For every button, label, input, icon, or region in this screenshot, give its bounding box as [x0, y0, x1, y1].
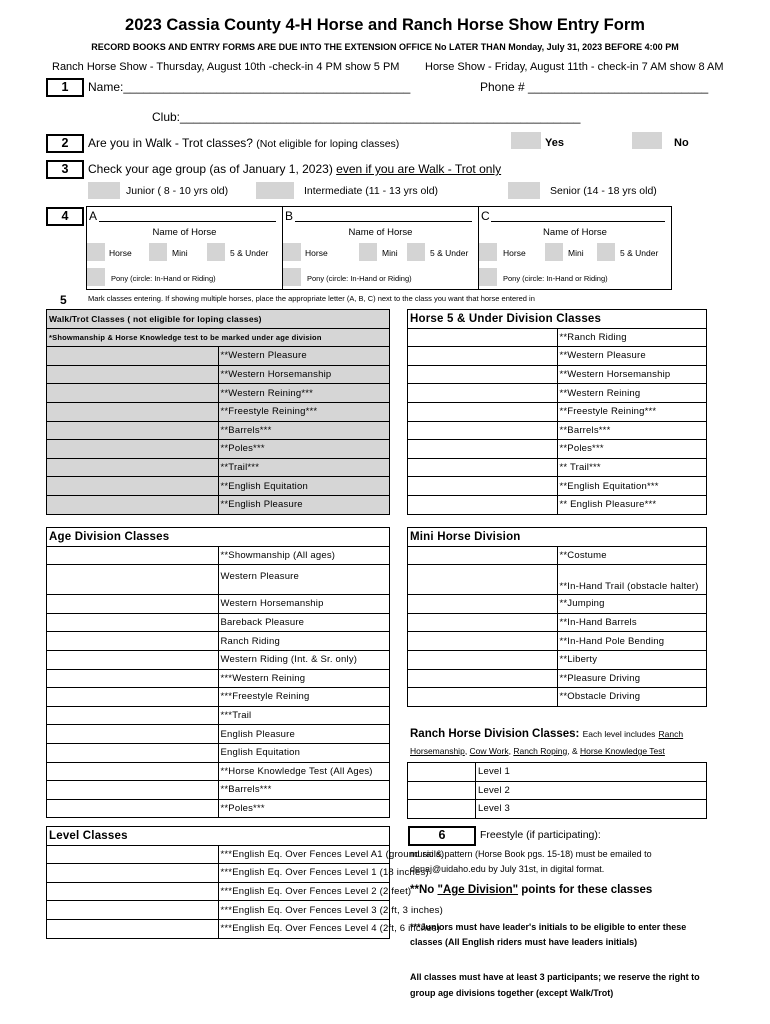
- class-entry-cell[interactable]: [408, 365, 558, 384]
- class-name: **Western Reining***: [218, 384, 390, 403]
- class-row: [408, 565, 707, 595]
- class-entry-cell[interactable]: [47, 669, 219, 688]
- class-entry-cell[interactable]: [47, 495, 219, 514]
- class-row: [47, 901, 390, 920]
- class-entry-cell[interactable]: [47, 845, 219, 864]
- class-row: [47, 402, 390, 421]
- class-entry-cell[interactable]: [47, 458, 219, 477]
- horse-c-under5-checkbox[interactable]: [597, 243, 615, 261]
- age-division-table: [46, 527, 390, 818]
- horse-c-pony-label: Pony (circle: In-Hand or Riding): [503, 274, 608, 283]
- class-name: **In-Hand Pole Bending: [557, 632, 707, 651]
- class-row: [47, 458, 390, 477]
- juniors-note-1: ***Juniors must have leader's initials to be eligible to enter these: [410, 922, 687, 932]
- class-row: [47, 743, 390, 762]
- freestyle-line-1: music & pattern (Horse Book pgs. 15-18) must be emailed to: [410, 849, 652, 859]
- horse-b-under5-label: 5 & Under: [430, 248, 469, 258]
- horse-b-name-input[interactable]: [295, 221, 472, 222]
- class-entry-cell[interactable]: [408, 440, 558, 459]
- horse-b-pony-checkbox[interactable]: [283, 268, 301, 286]
- ranch-roping: Ranch Roping: [513, 746, 568, 756]
- class-name: **Jumping: [557, 595, 707, 614]
- club-field[interactable]: Club:____________________________________________________________: [152, 110, 581, 124]
- class-row: [47, 595, 390, 614]
- horse-c-under5-label: 5 & Under: [620, 248, 659, 258]
- class-row: [408, 365, 707, 384]
- class-row: [408, 421, 707, 440]
- class-entry-cell[interactable]: [408, 477, 558, 496]
- section-1-number: 1: [46, 78, 84, 97]
- class-entry-cell[interactable]: [47, 882, 219, 901]
- due-date-notice: RECORD BOOKS AND ENTRY FORMS ARE DUE INTO THE EXTENSION OFFICE No LATER THAN Monday, July 31, 2023 BEFORE 4:00 PM: [91, 42, 679, 52]
- class-name: **Poles***: [218, 799, 390, 818]
- age-group-question: [88, 162, 501, 176]
- intermediate-checkbox[interactable]: [256, 182, 294, 199]
- class-name: English Pleasure: [218, 725, 390, 744]
- class-name: Level 3: [476, 800, 707, 819]
- age-group-question-underlined: even if you are Walk - Trot only: [336, 162, 502, 176]
- horse-c-letter: C: [481, 209, 490, 223]
- class-name: ***Trail: [218, 706, 390, 725]
- horse-knowledge-test: Horse Knowledge Test: [579, 746, 665, 756]
- class-entry-cell[interactable]: [47, 762, 219, 781]
- class-name: **Western Horsemanship: [557, 365, 707, 384]
- class-entry-cell[interactable]: [47, 632, 219, 651]
- class-entry-cell[interactable]: [408, 613, 558, 632]
- intermediate-label: Intermediate (11 - 13 yrs old): [304, 185, 439, 197]
- class-row: [47, 347, 390, 366]
- horse-c-column: [479, 207, 671, 289]
- class-row: [408, 688, 707, 707]
- class-entry-cell[interactable]: [47, 384, 219, 403]
- class-name: **Costume: [557, 546, 707, 565]
- class-name: **Ranch Riding: [557, 328, 707, 347]
- cow-work: Cow Work: [469, 746, 509, 756]
- section-2-number: 2: [46, 134, 84, 153]
- class-entry-cell[interactable]: [408, 402, 558, 421]
- class-entry-cell[interactable]: [47, 919, 219, 938]
- class-row: [47, 632, 390, 651]
- horse-a-under5-checkbox[interactable]: [207, 243, 225, 261]
- class-name: ***English Eq. Over Fences Level A1 (ground rails): [218, 845, 390, 864]
- class-name: Bareback Pleasure: [218, 613, 390, 632]
- class-entry-cell[interactable]: [408, 347, 558, 366]
- class-name: **Obstacle Driving: [557, 688, 707, 707]
- senior-label: Senior (14 - 18 yrs old): [550, 185, 657, 197]
- class-entry-cell[interactable]: [408, 669, 558, 688]
- section-5-number: 5: [60, 293, 67, 307]
- horse-c-horse-checkbox[interactable]: [479, 243, 497, 261]
- class-row: [408, 595, 707, 614]
- ranch-division-title: Ranch Horse Division Classes:: [410, 728, 580, 740]
- horse-5-under-table: [407, 309, 707, 515]
- class-name: ***Western Reining: [218, 669, 390, 688]
- horse-c-pony-checkbox[interactable]: [479, 268, 497, 286]
- class-entry-cell[interactable]: [408, 546, 558, 565]
- walk-trot-header: Walk/Trot Classes ( not eligible for loping classes): [47, 310, 390, 329]
- class-name: Western Horsemanship: [218, 595, 390, 614]
- class-entry-cell[interactable]: [408, 595, 558, 614]
- class-name: Ranch Riding: [218, 632, 390, 651]
- class-name: **Barrels***: [218, 781, 390, 800]
- class-row: [408, 800, 707, 819]
- class-row: [408, 650, 707, 669]
- class-entry-cell[interactable]: [408, 565, 558, 595]
- class-entry-cell[interactable]: [408, 763, 476, 782]
- class-entry-cell[interactable]: [47, 595, 219, 614]
- class-name: **In-Hand Trail (obstacle halter): [557, 565, 707, 595]
- no-points-b: "Age Division": [437, 884, 519, 896]
- horse-c-name-input[interactable]: [491, 221, 665, 222]
- class-row: [47, 565, 390, 595]
- ranch-division-header: [410, 728, 683, 740]
- class-name: **Barrels***: [557, 421, 707, 440]
- class-name: ***English Eq. Over Fences Level 4 (2ft, 6 inches): [218, 919, 390, 938]
- class-entry-cell[interactable]: [47, 650, 219, 669]
- class-name: **Pleasure Driving: [557, 669, 707, 688]
- walk-trot-note: (Not eligible for loping classes): [256, 138, 400, 150]
- ranch-horsemanship-a: Ranch: [658, 729, 684, 739]
- class-entry-cell[interactable]: [47, 421, 219, 440]
- class-row: [408, 328, 707, 347]
- class-name: ***English Eq. Over Fences Level 3 (2 ft, 3 inches): [218, 901, 390, 920]
- class-row: [408, 477, 707, 496]
- class-row: [47, 365, 390, 384]
- horse-b-horse-label: Horse: [305, 248, 328, 258]
- class-row: [47, 613, 390, 632]
- class-name: ** English Pleasure***: [557, 495, 707, 514]
- juniors-note-2: classes (All English riders must have leaders initials): [410, 937, 638, 947]
- no-checkbox[interactable]: [632, 132, 662, 149]
- class-row: [47, 706, 390, 725]
- class-row: [47, 882, 390, 901]
- horse-a-mini-label: Mini: [172, 248, 188, 258]
- class-row: [47, 421, 390, 440]
- class-entry-cell[interactable]: [47, 864, 219, 883]
- no-points-c: points for these classes: [521, 884, 653, 896]
- horse-a-horse-checkbox[interactable]: [87, 243, 105, 261]
- level-classes-header: Level Classes: [47, 827, 390, 846]
- form-title: 2023 Cassia County 4-H Horse and Ranch Horse Show Entry Form: [125, 16, 645, 34]
- class-entry-cell[interactable]: [408, 781, 476, 800]
- class-entry-cell[interactable]: [47, 613, 219, 632]
- horse-b-column: [283, 207, 479, 289]
- ranch-show-info: Ranch Horse Show - Thursday, August 10th -check-in 4 PM show 5 PM: [52, 61, 400, 73]
- no-label: No: [674, 137, 689, 149]
- class-entry-cell[interactable]: [47, 440, 219, 459]
- class-name: **English Equitation: [218, 477, 390, 496]
- mini-horse-table: [407, 527, 707, 707]
- class-entry-cell[interactable]: [408, 632, 558, 651]
- class-entry-cell[interactable]: [47, 477, 219, 496]
- class-name: **English Equitation***: [557, 477, 707, 496]
- section-6-number: 6: [408, 826, 476, 846]
- class-name: English Equitation: [218, 743, 390, 762]
- class-row: [47, 725, 390, 744]
- ranch-division-intro: Each level includes: [582, 729, 656, 739]
- ranch-amp: &: [571, 746, 578, 756]
- class-name: **Western Horsemanship: [218, 365, 390, 384]
- class-row: [47, 781, 390, 800]
- section-5-instructions: Mark classes entering. If showing multiple horses, place the appropriate letter (A, B, C) next to the class you want that horse entered in: [88, 294, 535, 303]
- class-name: **English Pleasure: [218, 495, 390, 514]
- class-row: [47, 688, 390, 707]
- class-row: [47, 919, 390, 938]
- class-entry-cell[interactable]: [408, 650, 558, 669]
- class-row: [408, 440, 707, 459]
- class-entry-cell[interactable]: [47, 402, 219, 421]
- ranch-division-subline: Horsemanship, Cow Work, Ranch Roping, & Horse Knowledge Test: [410, 746, 665, 756]
- class-row: [408, 669, 707, 688]
- junior-checkbox[interactable]: [88, 182, 120, 199]
- class-row: [47, 669, 390, 688]
- horse-a-pony-label: Pony (circle: In-Hand or Riding): [111, 274, 216, 283]
- walk-trot-note: *Showmanship & Horse Knowledge test to be marked under age division: [47, 328, 390, 347]
- class-name: ***English Eq. Over Fences Level 1 (18 inches): [218, 864, 390, 883]
- class-row: [408, 546, 707, 565]
- class-entry-cell[interactable]: [47, 546, 219, 565]
- class-entry-cell[interactable]: [408, 421, 558, 440]
- class-entry-cell[interactable]: [408, 458, 558, 477]
- class-row: [47, 650, 390, 669]
- walk-trot-question: [88, 136, 399, 150]
- class-row: [47, 477, 390, 496]
- senior-checkbox[interactable]: [508, 182, 540, 199]
- class-entry-cell[interactable]: [408, 800, 476, 819]
- class-entry-cell[interactable]: [47, 365, 219, 384]
- class-name: **Trail***: [218, 458, 390, 477]
- minimum-note-2: group age divisions together (except Walk/Trot): [410, 988, 614, 998]
- class-name: **Western Pleasure: [218, 347, 390, 366]
- horse-c-mini-checkbox[interactable]: [545, 243, 563, 261]
- horse-b-under5-checkbox[interactable]: [407, 243, 425, 261]
- class-row: [47, 864, 390, 883]
- ranch-levels-table: [407, 762, 707, 819]
- phone-field[interactable]: Phone # ___________________________: [480, 80, 709, 94]
- class-entry-cell[interactable]: [47, 743, 219, 762]
- class-name: **Horse Knowledge Test (All Ages): [218, 762, 390, 781]
- class-row: [47, 495, 390, 514]
- section-3-number: 3: [46, 160, 84, 179]
- horse-show-info: Horse Show - Friday, August 11th - check-in 7 AM show 8 AM: [425, 61, 724, 73]
- horse-a-name-input[interactable]: [99, 221, 276, 222]
- horse-b-mini-checkbox[interactable]: [359, 243, 377, 261]
- freestyle-line-2: denaj@uidaho.edu by July 31st, in digital format.: [410, 864, 605, 874]
- ranch-horsemanship-b: Horsemanship: [410, 746, 465, 756]
- horse-c-mini-label: Mini: [568, 248, 584, 258]
- horse-c-name-caption: Name of Horse: [543, 227, 607, 238]
- horse-b-horse-checkbox[interactable]: [283, 243, 301, 261]
- class-name: **Showmanship (All ages): [218, 546, 390, 565]
- class-row: [47, 799, 390, 818]
- class-row: [47, 546, 390, 565]
- yes-checkbox[interactable]: [511, 132, 541, 149]
- horse-a-letter: A: [89, 209, 98, 223]
- horse-a-column: [87, 207, 283, 289]
- class-name: Level 1: [476, 763, 707, 782]
- class-entry-cell[interactable]: [47, 781, 219, 800]
- class-entry-cell[interactable]: [47, 901, 219, 920]
- horse-a-name-caption: Name of Horse: [152, 227, 217, 238]
- horse-b-pony-label: Pony (circle: In-Hand or Riding): [307, 274, 412, 283]
- horse-b-mini-label: Mini: [382, 248, 398, 258]
- class-row: [408, 402, 707, 421]
- section-4-number: 4: [46, 207, 84, 226]
- class-row: [47, 762, 390, 781]
- no-age-division-points: [410, 884, 652, 896]
- class-entry-cell[interactable]: [408, 384, 558, 403]
- class-name: **Freestyle Reining***: [218, 402, 390, 421]
- class-entry-cell[interactable]: [47, 706, 219, 725]
- class-name: ***Freestyle Reining: [218, 688, 390, 707]
- class-name: **Poles***: [557, 440, 707, 459]
- class-entry-cell[interactable]: [47, 799, 219, 818]
- junior-label: Junior ( 8 - 10 yrs old): [126, 185, 229, 197]
- class-name: **Western Pleasure: [557, 347, 707, 366]
- class-name: **Freestyle Reining***: [557, 402, 707, 421]
- age-group-question-text: Check your age group (as of January 1, 2023): [88, 162, 333, 176]
- horse-a-mini-checkbox[interactable]: [149, 243, 167, 261]
- yes-label: Yes: [545, 137, 564, 149]
- horse-grid: [86, 206, 672, 290]
- class-name: **Barrels***: [218, 421, 390, 440]
- walk-trot-question-text: Are you in Walk - Trot classes?: [88, 136, 253, 150]
- class-row: [408, 347, 707, 366]
- class-entry-cell[interactable]: [47, 347, 219, 366]
- name-field[interactable]: Name:___________________________________________: [88, 80, 411, 94]
- horse-b-name-caption: Name of Horse: [348, 227, 413, 238]
- age-division-header: Age Division Classes: [47, 528, 390, 547]
- class-name: ***English Eq. Over Fences Level 2 (2 feet): [218, 882, 390, 901]
- class-row: [408, 781, 707, 800]
- class-row: [47, 384, 390, 403]
- class-name: Western Riding (Int. & Sr. only): [218, 650, 390, 669]
- class-row: [408, 495, 707, 514]
- class-row: [408, 763, 707, 782]
- class-entry-cell[interactable]: [47, 725, 219, 744]
- class-name: Level 2: [476, 781, 707, 800]
- class-name: Western Pleasure: [218, 565, 390, 595]
- no-points-a: **No: [410, 884, 435, 896]
- class-row: [408, 384, 707, 403]
- class-entry-cell[interactable]: [408, 328, 558, 347]
- class-row: [408, 458, 707, 477]
- horse-a-pony-checkbox[interactable]: [87, 268, 105, 286]
- class-name: ** Trail***: [557, 458, 707, 477]
- mini-horse-header: Mini Horse Division: [408, 528, 707, 547]
- class-name: **Poles***: [218, 440, 390, 459]
- walk-trot-table: [46, 309, 390, 515]
- freestyle-label: Freestyle (if participating):: [480, 829, 601, 841]
- class-name: **Western Reining: [557, 384, 707, 403]
- horse-b-letter: B: [285, 209, 294, 223]
- class-entry-cell[interactable]: [408, 688, 558, 707]
- minimum-note-1: All classes must have at least 3 participants; we reserve the right to: [410, 972, 700, 982]
- class-name: **In-Hand Barrels: [557, 613, 707, 632]
- class-name: **Liberty: [557, 650, 707, 669]
- horse-a-horse-label: Horse: [109, 248, 132, 258]
- class-row: [47, 845, 390, 864]
- horse-c-horse-label: Horse: [503, 248, 526, 258]
- class-entry-cell[interactable]: [47, 565, 219, 595]
- class-entry-cell[interactable]: [408, 495, 558, 514]
- class-row: [408, 632, 707, 651]
- class-row: [47, 440, 390, 459]
- horse-a-under5-label: 5 & Under: [230, 248, 269, 258]
- class-entry-cell[interactable]: [47, 688, 219, 707]
- class-row: [408, 613, 707, 632]
- horse-5-under-header: Horse 5 & Under Division Classes: [408, 310, 707, 329]
